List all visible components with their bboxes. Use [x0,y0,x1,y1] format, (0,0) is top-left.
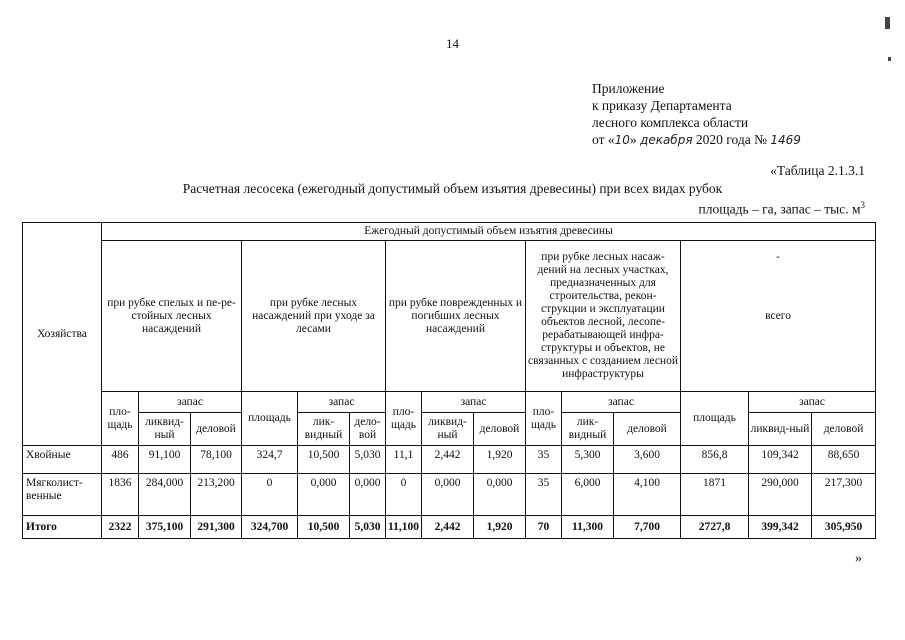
header-stock: запас [562,392,681,413]
table-cell: 5,300 [562,446,614,474]
header-business: деловой [191,413,242,446]
table-row-total [23,516,876,539]
appendix-line-3: лесного комплекса области [592,115,749,130]
table-cell: 10,500 [298,446,350,474]
order-number: 1469 [770,133,801,147]
table-cell: 2,442 [422,516,474,539]
table-cell: 11,300 [562,516,614,539]
table-row [23,446,876,474]
table-cell: 291,300 [191,516,242,539]
table-cell: 2727,8 [681,516,749,539]
header-liquid: ликвид-ный [139,413,191,446]
table-cell: 0,000 [350,474,386,516]
header-stock: запас [298,392,386,413]
header-liquid: лик-видный [298,413,350,446]
table-cell: 5,030 [350,446,386,474]
date-month: декабря [640,133,693,147]
table-cell: 0,000 [298,474,350,516]
date-year: 2020 года № [695,132,767,147]
header-business: деловой [614,413,681,446]
table-cell: 10,500 [298,516,350,539]
table-cell: 399,342 [749,516,812,539]
table-cell: 11,100 [386,516,422,539]
header-group-care: при рубке лесных насаждений при уходе за лесами [242,241,386,392]
header-business: дело-вой [350,413,386,446]
row-name: Хвойные [23,446,102,474]
table-row [23,474,876,516]
table-cell: 2,442 [422,446,474,474]
table-cell: 284,000 [139,474,191,516]
table-cell: 11,1 [386,446,422,474]
table-cell: 0,000 [474,474,526,516]
table-cell: 1,920 [474,516,526,539]
table-cell: 35 [526,446,562,474]
units-text: площадь – га, запас – тыс. м [698,201,861,217]
table-cell: 0 [386,474,422,516]
cutting-volume-table [22,222,876,539]
table-cell: 290,000 [749,474,812,516]
row-name: Итого [23,516,102,539]
header-dash-mark: - [776,251,780,263]
header-area: пло-щадь [386,392,422,446]
header-stock: запас [422,392,526,413]
table-cell: 78,100 [191,446,242,474]
units-note [698,200,865,218]
table-cell: 213,200 [191,474,242,516]
header-stock: запас [139,392,242,413]
table-cell: 6,000 [562,474,614,516]
header-liquid: ликвид-ный [749,413,812,446]
table-cell: 856,8 [681,446,749,474]
table-cell: 324,700 [242,516,298,539]
appendix-line-1: Приложение [592,81,665,96]
appendix-line-2: к приказу Департамента [592,98,732,113]
table-cell: 70 [526,516,562,539]
table-cell: 91,100 [139,446,191,474]
header-area: площадь [242,392,298,446]
date-sep: » [629,132,637,147]
header-business: деловой [812,413,876,446]
table-id: «Таблица 2.1.3.1 [770,163,865,178]
table-cell: 3,600 [614,446,681,474]
header-group-mature: при рубке спелых и пе-рестойных лесных насаждений [102,241,242,392]
table-cell: 7,700 [614,516,681,539]
table-cell: 1,920 [474,446,526,474]
units-sup: 3 [860,200,865,210]
appendix-date-line [592,131,801,149]
table-title: Расчетная лесосека (ежегодный допустимый объем изъятия древесины) при всех видах рубок [182,181,723,196]
table-cell: 1871 [681,474,749,516]
table-cell: 305,950 [812,516,876,539]
table-cell: 4,100 [614,474,681,516]
header-area: пло-щадь [526,392,562,446]
date-prefix: от « [592,132,615,147]
header-group-construction: при рубке лесных насаж-дений на лесных участках, предназначенных для строительства, рекон-струкции и эксплуатации объектов лесной, лесопе-рерабатывающей инфра-структуры и объектов, не связанных с созданием лесной инфраструктуры [526,241,681,392]
table-cell: 486 [102,446,139,474]
scan-mark [885,17,890,29]
table-cell: 375,100 [139,516,191,539]
appendix-block [592,80,801,149]
header-farms: Хозяйства [23,223,102,446]
header-group-total-label: всего [765,309,791,322]
table-cell: 0,000 [422,474,474,516]
table-cell: 2322 [102,516,139,539]
header-liquid: ликвид-ный [422,413,474,446]
page-number: 14 [446,36,459,51]
table-cell: 5,030 [350,516,386,539]
header-stock: запас [749,392,876,413]
header-liquid: лик-видный [562,413,614,446]
table-cell: 0 [242,474,298,516]
scan-mark [888,57,891,61]
header-group-total [681,241,876,392]
table-cell: 109,342 [749,446,812,474]
header-area: пло-щадь [102,392,139,446]
row-name: Мягколист-венные [23,474,102,516]
table-cell: 35 [526,474,562,516]
header-group-damaged: при рубке поврежденных и погибших лесных насаждений [386,241,526,392]
closing-quote: » [855,551,862,566]
date-day: 10 [614,133,630,147]
header-area: площадь [681,392,749,446]
table-cell: 324,7 [242,446,298,474]
table-cell: 217,300 [812,474,876,516]
table-cell: 88,650 [812,446,876,474]
header-business: деловой [474,413,526,446]
header-annual-volume: Ежегодный допустимый объем изъятия древесины [102,223,876,241]
table-cell: 1836 [102,474,139,516]
